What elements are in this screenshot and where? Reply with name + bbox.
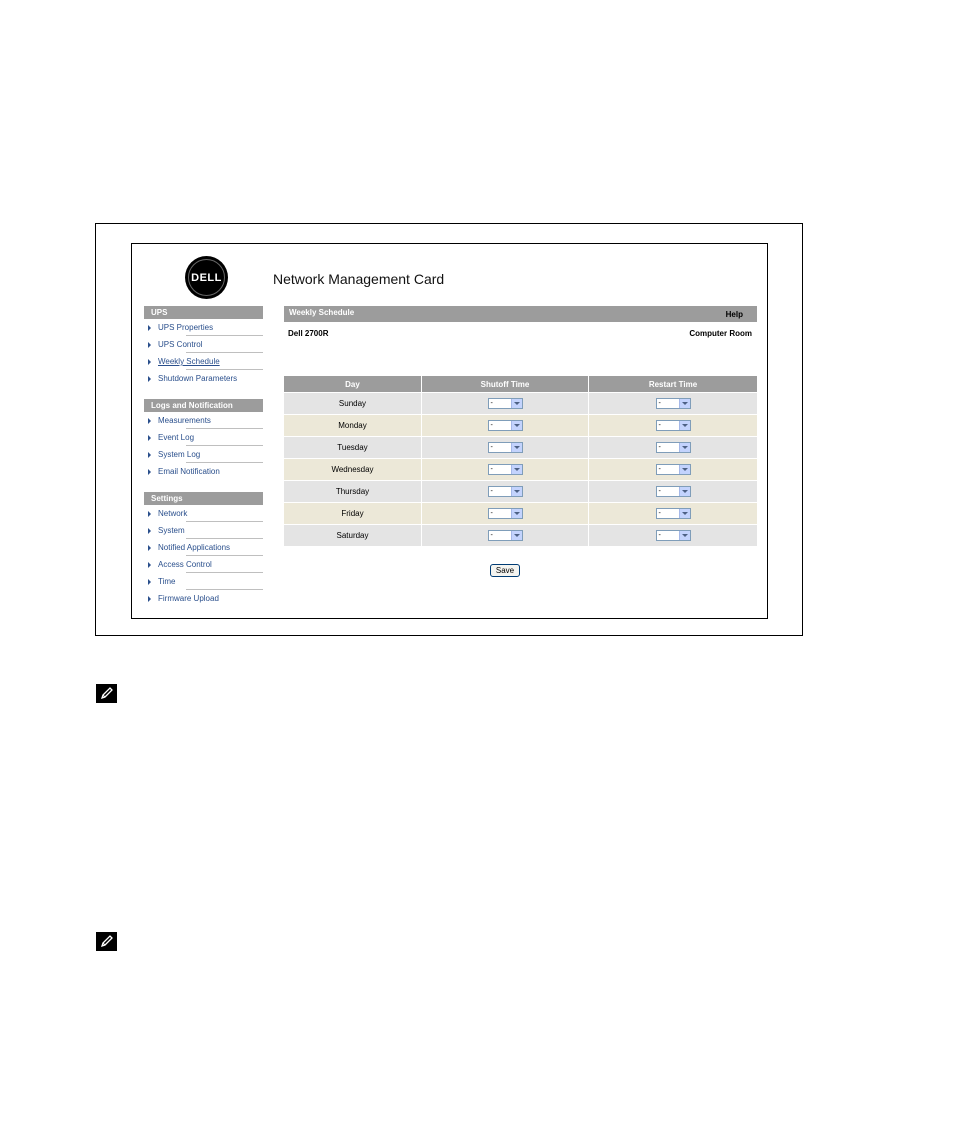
panel-title: Weekly Schedule <box>289 308 355 317</box>
shutoff-time-select[interactable] <box>488 420 523 431</box>
sidebar-item-label: Measurements <box>158 416 211 425</box>
restart-cell <box>589 459 758 481</box>
restart-time-select[interactable] <box>656 398 691 409</box>
select-value: - <box>658 510 661 517</box>
sidebar-item-ups-properties[interactable] <box>144 319 263 336</box>
chevron-down-icon <box>511 509 522 518</box>
shutoff-time-select[interactable] <box>488 464 523 475</box>
chevron-down-icon <box>679 531 690 540</box>
section-gap <box>144 480 263 492</box>
arrow-right-icon <box>148 435 151 441</box>
sidebar-item-label: Time <box>158 577 176 586</box>
chevron-down-icon <box>679 487 690 496</box>
sidebar-item-email-notification[interactable] <box>144 463 263 480</box>
restart-cell <box>589 437 758 459</box>
shutoff-cell <box>422 459 589 481</box>
restart-time-select[interactable] <box>656 508 691 519</box>
sidebar-item-label: Shutdown Parameters <box>158 374 238 383</box>
select-value: - <box>658 444 661 451</box>
arrow-right-icon <box>148 359 151 365</box>
day-cell: Thursday <box>284 481 422 503</box>
chevron-down-icon <box>679 509 690 518</box>
arrow-right-icon <box>148 579 151 585</box>
dell-logo <box>185 256 228 299</box>
shutoff-cell <box>422 503 589 525</box>
select-value: - <box>658 422 661 429</box>
table-header-row <box>284 376 757 393</box>
sidebar-item-system-log[interactable] <box>144 446 263 463</box>
note-pencil-icon <box>96 684 117 703</box>
select-value: - <box>490 400 493 407</box>
chevron-down-icon <box>511 465 522 474</box>
shutoff-time-select[interactable] <box>488 530 523 541</box>
sidebar-item-time[interactable] <box>144 573 263 590</box>
sidebar-item-label: Firmware Upload <box>158 594 219 603</box>
chevron-down-icon <box>511 421 522 430</box>
sidebar-section-header: UPS <box>144 306 263 319</box>
day-cell: Sunday <box>284 393 422 415</box>
restart-cell <box>589 481 758 503</box>
save-button[interactable]: Save <box>490 564 520 577</box>
arrow-right-icon <box>148 511 151 517</box>
chevron-down-icon <box>679 443 690 452</box>
sidebar-item-system[interactable] <box>144 522 263 539</box>
column-header-shutoff: Shutoff Time <box>422 376 589 393</box>
select-value: - <box>490 422 493 429</box>
select-value: - <box>490 466 493 473</box>
note-pencil-icon <box>96 932 117 951</box>
column-header-restart: Restart Time <box>589 376 758 393</box>
arrow-right-icon <box>148 596 151 602</box>
page-title: Network Management Card <box>273 271 445 287</box>
restart-time-select[interactable] <box>656 464 691 475</box>
schedule-table <box>284 376 757 546</box>
sidebar-item-label: Access Control <box>158 560 212 569</box>
sidebar <box>144 306 263 607</box>
arrow-right-icon <box>148 325 151 331</box>
shutoff-cell <box>422 481 589 503</box>
chevron-down-icon <box>679 421 690 430</box>
restart-time-select[interactable] <box>656 486 691 497</box>
chevron-down-icon <box>511 399 522 408</box>
logo-text: DELL <box>191 271 222 284</box>
sidebar-item-label: UPS Control <box>158 340 203 349</box>
select-value: - <box>490 444 493 451</box>
restart-cell <box>589 525 758 547</box>
shutoff-cell <box>422 437 589 459</box>
chevron-down-icon <box>679 399 690 408</box>
shutoff-time-select[interactable] <box>488 486 523 497</box>
section-gap <box>144 387 263 399</box>
arrow-right-icon <box>148 528 151 534</box>
sidebar-item-label: UPS Properties <box>158 323 214 332</box>
arrow-right-icon <box>148 562 151 568</box>
shutoff-cell <box>422 393 589 415</box>
chevron-down-icon <box>679 465 690 474</box>
sidebar-item-label: System <box>158 526 185 535</box>
web-ui-window <box>131 243 768 619</box>
select-value: - <box>490 488 493 495</box>
select-value: - <box>658 488 661 495</box>
sidebar-item-label: Network <box>158 509 188 518</box>
arrow-right-icon <box>148 376 151 382</box>
table-row <box>284 393 757 415</box>
day-cell: Monday <box>284 415 422 437</box>
chevron-down-icon <box>511 531 522 540</box>
sidebar-section-header: Settings <box>144 492 263 505</box>
restart-time-select[interactable] <box>656 442 691 453</box>
sidebar-item-label: System Log <box>158 450 201 459</box>
sidebar-section-header: Logs and Notification <box>144 399 263 412</box>
sidebar-item-ups-control[interactable] <box>144 336 263 353</box>
day-cell: Tuesday <box>284 437 422 459</box>
sidebar-item-label: Email Notification <box>158 467 220 476</box>
arrow-right-icon <box>148 418 151 424</box>
sidebar-item-label: Event Log <box>158 433 195 442</box>
shutoff-cell <box>422 525 589 547</box>
device-location: Computer Room <box>689 329 752 338</box>
shutoff-time-select[interactable] <box>488 442 523 453</box>
arrow-right-icon <box>148 545 151 551</box>
sidebar-item-notified-applications[interactable] <box>144 539 263 556</box>
select-value: - <box>490 510 493 517</box>
panel-header <box>284 306 757 322</box>
sidebar-item-label: Weekly Schedule <box>158 357 220 366</box>
restart-cell <box>589 503 758 525</box>
table-row <box>284 437 757 459</box>
restart-cell <box>589 415 758 437</box>
table-row <box>284 415 757 437</box>
table-row <box>284 503 757 525</box>
day-cell: Saturday <box>284 525 422 547</box>
select-value: - <box>490 532 493 539</box>
chevron-down-icon <box>511 487 522 496</box>
sidebar-item-network[interactable] <box>144 505 263 522</box>
sidebar-item-measurements[interactable] <box>144 412 263 429</box>
table-row <box>284 525 757 547</box>
device-name: Dell 2700R <box>288 329 329 338</box>
column-header-day: Day <box>284 376 422 393</box>
shutoff-cell <box>422 415 589 437</box>
select-value: - <box>658 532 661 539</box>
select-value: - <box>658 466 661 473</box>
sidebar-item-weekly-schedule[interactable] <box>144 353 263 370</box>
table-row <box>284 459 757 481</box>
day-cell: Wednesday <box>284 459 422 481</box>
shutoff-time-select[interactable] <box>488 508 523 519</box>
sidebar-item-access-control[interactable] <box>144 556 263 573</box>
shutoff-time-select[interactable] <box>488 398 523 409</box>
sidebar-item-event-log[interactable] <box>144 429 263 446</box>
sidebar-item-shutdown-parameters[interactable] <box>144 370 263 387</box>
arrow-right-icon <box>148 342 151 348</box>
table-row <box>284 481 757 503</box>
arrow-right-icon <box>148 469 151 475</box>
sidebar-item-firmware-upload[interactable] <box>144 590 263 607</box>
sidebar-item-label: Notified Applications <box>158 543 231 552</box>
restart-cell <box>589 393 758 415</box>
restart-time-select[interactable] <box>656 420 691 431</box>
arrow-right-icon <box>148 452 151 458</box>
chevron-down-icon <box>511 443 522 452</box>
restart-time-select[interactable] <box>656 530 691 541</box>
select-value: - <box>658 400 661 407</box>
help-link[interactable]: Help <box>725 310 743 319</box>
day-cell: Friday <box>284 503 422 525</box>
